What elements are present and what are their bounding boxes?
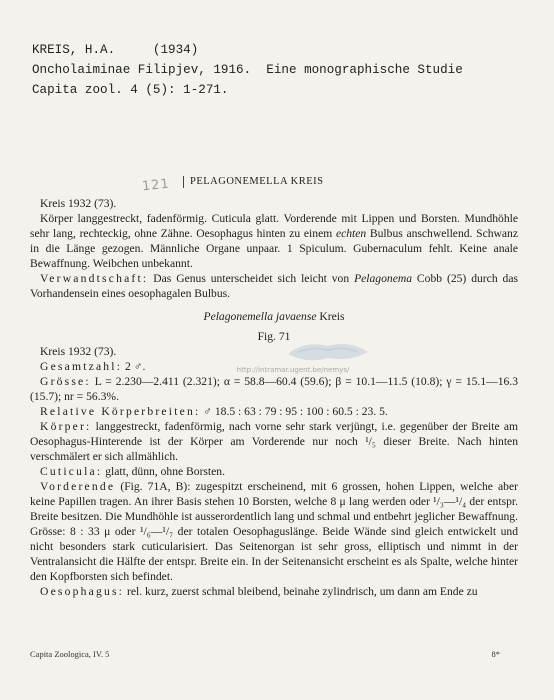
genus-description: Körper langgestreckt, fadenförmig. Cuticula glatt. Vorderende mit Lippen und Borsten. Mundhöhle sehr lang, rechteckig, ohne Zähne. Oesophagus hinten zu einem echten Bulbus anschwellend. Schwanz in die Länge gezogen. Männliche Organe unpaar. 1 Spiculum. Gubernaculum fehlt. Keine anale Bewaffnung. Weibchen unbekannt. — [30, 212, 518, 270]
reference-line-2: Oncholaiminae Filipjev, 1916. Eine monographische Studie — [32, 63, 463, 77]
species-citation: Kreis 1932 (73). — [40, 345, 117, 358]
document-body — [30, 196, 518, 599]
genus-citation: Kreis 1932 (73). — [40, 197, 117, 210]
figure-reference: Fig. 71 — [257, 330, 291, 343]
cuticula-paragraph: Cuticula: glatt, dünn, ohne Borsten. — [40, 465, 225, 478]
oesophagus-paragraph: Oesophagus: rel. kurz, zuerst schmal bleibend, beinahe zylindrisch, um dann am Ende zu — [40, 585, 478, 598]
relative-breiten-paragraph: Relative Körperbreiten: ♂ 18.5 : 63 : 79 : 95 : 100 : 60.5 : 23. 5. — [40, 405, 388, 418]
reference-line-3: Capita zool. 4 (5): 1-271. — [32, 83, 229, 97]
groesse-paragraph: Grösse: L = 2.230—2.411 (2.321); α = 58.8—60.4 (59.6); β = 10.1—11.5 (10.8); γ = 15.1—16.3 (15.7); nr = 56.3%. — [30, 375, 518, 403]
watermark-url: http://intramar.ugent.be/nemys/ — [236, 366, 350, 374]
running-head: PELAGONEMELLA KREIS — [183, 176, 323, 188]
genus-relationship: Verwandtschaft: Das Genus unterscheidet sich leicht von Pelagonema Cobb (25) durch das Vorhandensein eines oesophagalen Bulbus. — [30, 272, 518, 300]
gesamtzahl-paragraph: Gesamtzahl: 2 ♂. — [40, 360, 146, 373]
handwritten-page-number: 121 — [141, 176, 171, 195]
bibliographic-reference — [32, 40, 463, 100]
vorderende-paragraph: Vorderende (Fig. 71A, B): zugespitzt erscheinend, mit 6 grossen, hohen Lippen, welche aber keine Papillen tragen. An ihrer Basis stehen 10 Borsten, welche 8 μ lang werden oder ¹/₃—¹/₄ der entspr. Breite besitzen. Die Mundhöhle ist ausserordentlich lang und schmal und entbehrt jeglicher Bewaffnung. Grösse: 8 : 33 μ oder ¹/₆—¹/₇ der totalen Oesophaguslänge. Beide Wände sind gleich entwickelt und nicht besonders stark cuticularisiert. Das Seitenorgan ist sehr gross, elliptisch und nimmt in der Ventralansicht die Hälfte der entspr. Breite ein. In der Seitenansicht erscheint es als Spalte, welche hinter den Kopfborsten sich befindet. — [30, 480, 518, 583]
koerper-paragraph: Körper: langgestreckt, fadenförmig, nach vorne sehr stark verjüngt, i.e. gegenüber der Breite am Oesophagus-Hinterende ist der Körper am Vorderende nur noch ¹/₅ dieser Breite. Nach hinten verschmälert er sich allmählich. — [30, 420, 518, 463]
reference-line-1: KREIS, H.A. (1934) — [32, 43, 199, 57]
species-title: Pelagonemella javaense Kreis — [203, 310, 345, 323]
footer-journal: Capita Zoologica, IV. 5 — [30, 649, 110, 659]
footer-signature-mark: 8* — [491, 649, 500, 659]
